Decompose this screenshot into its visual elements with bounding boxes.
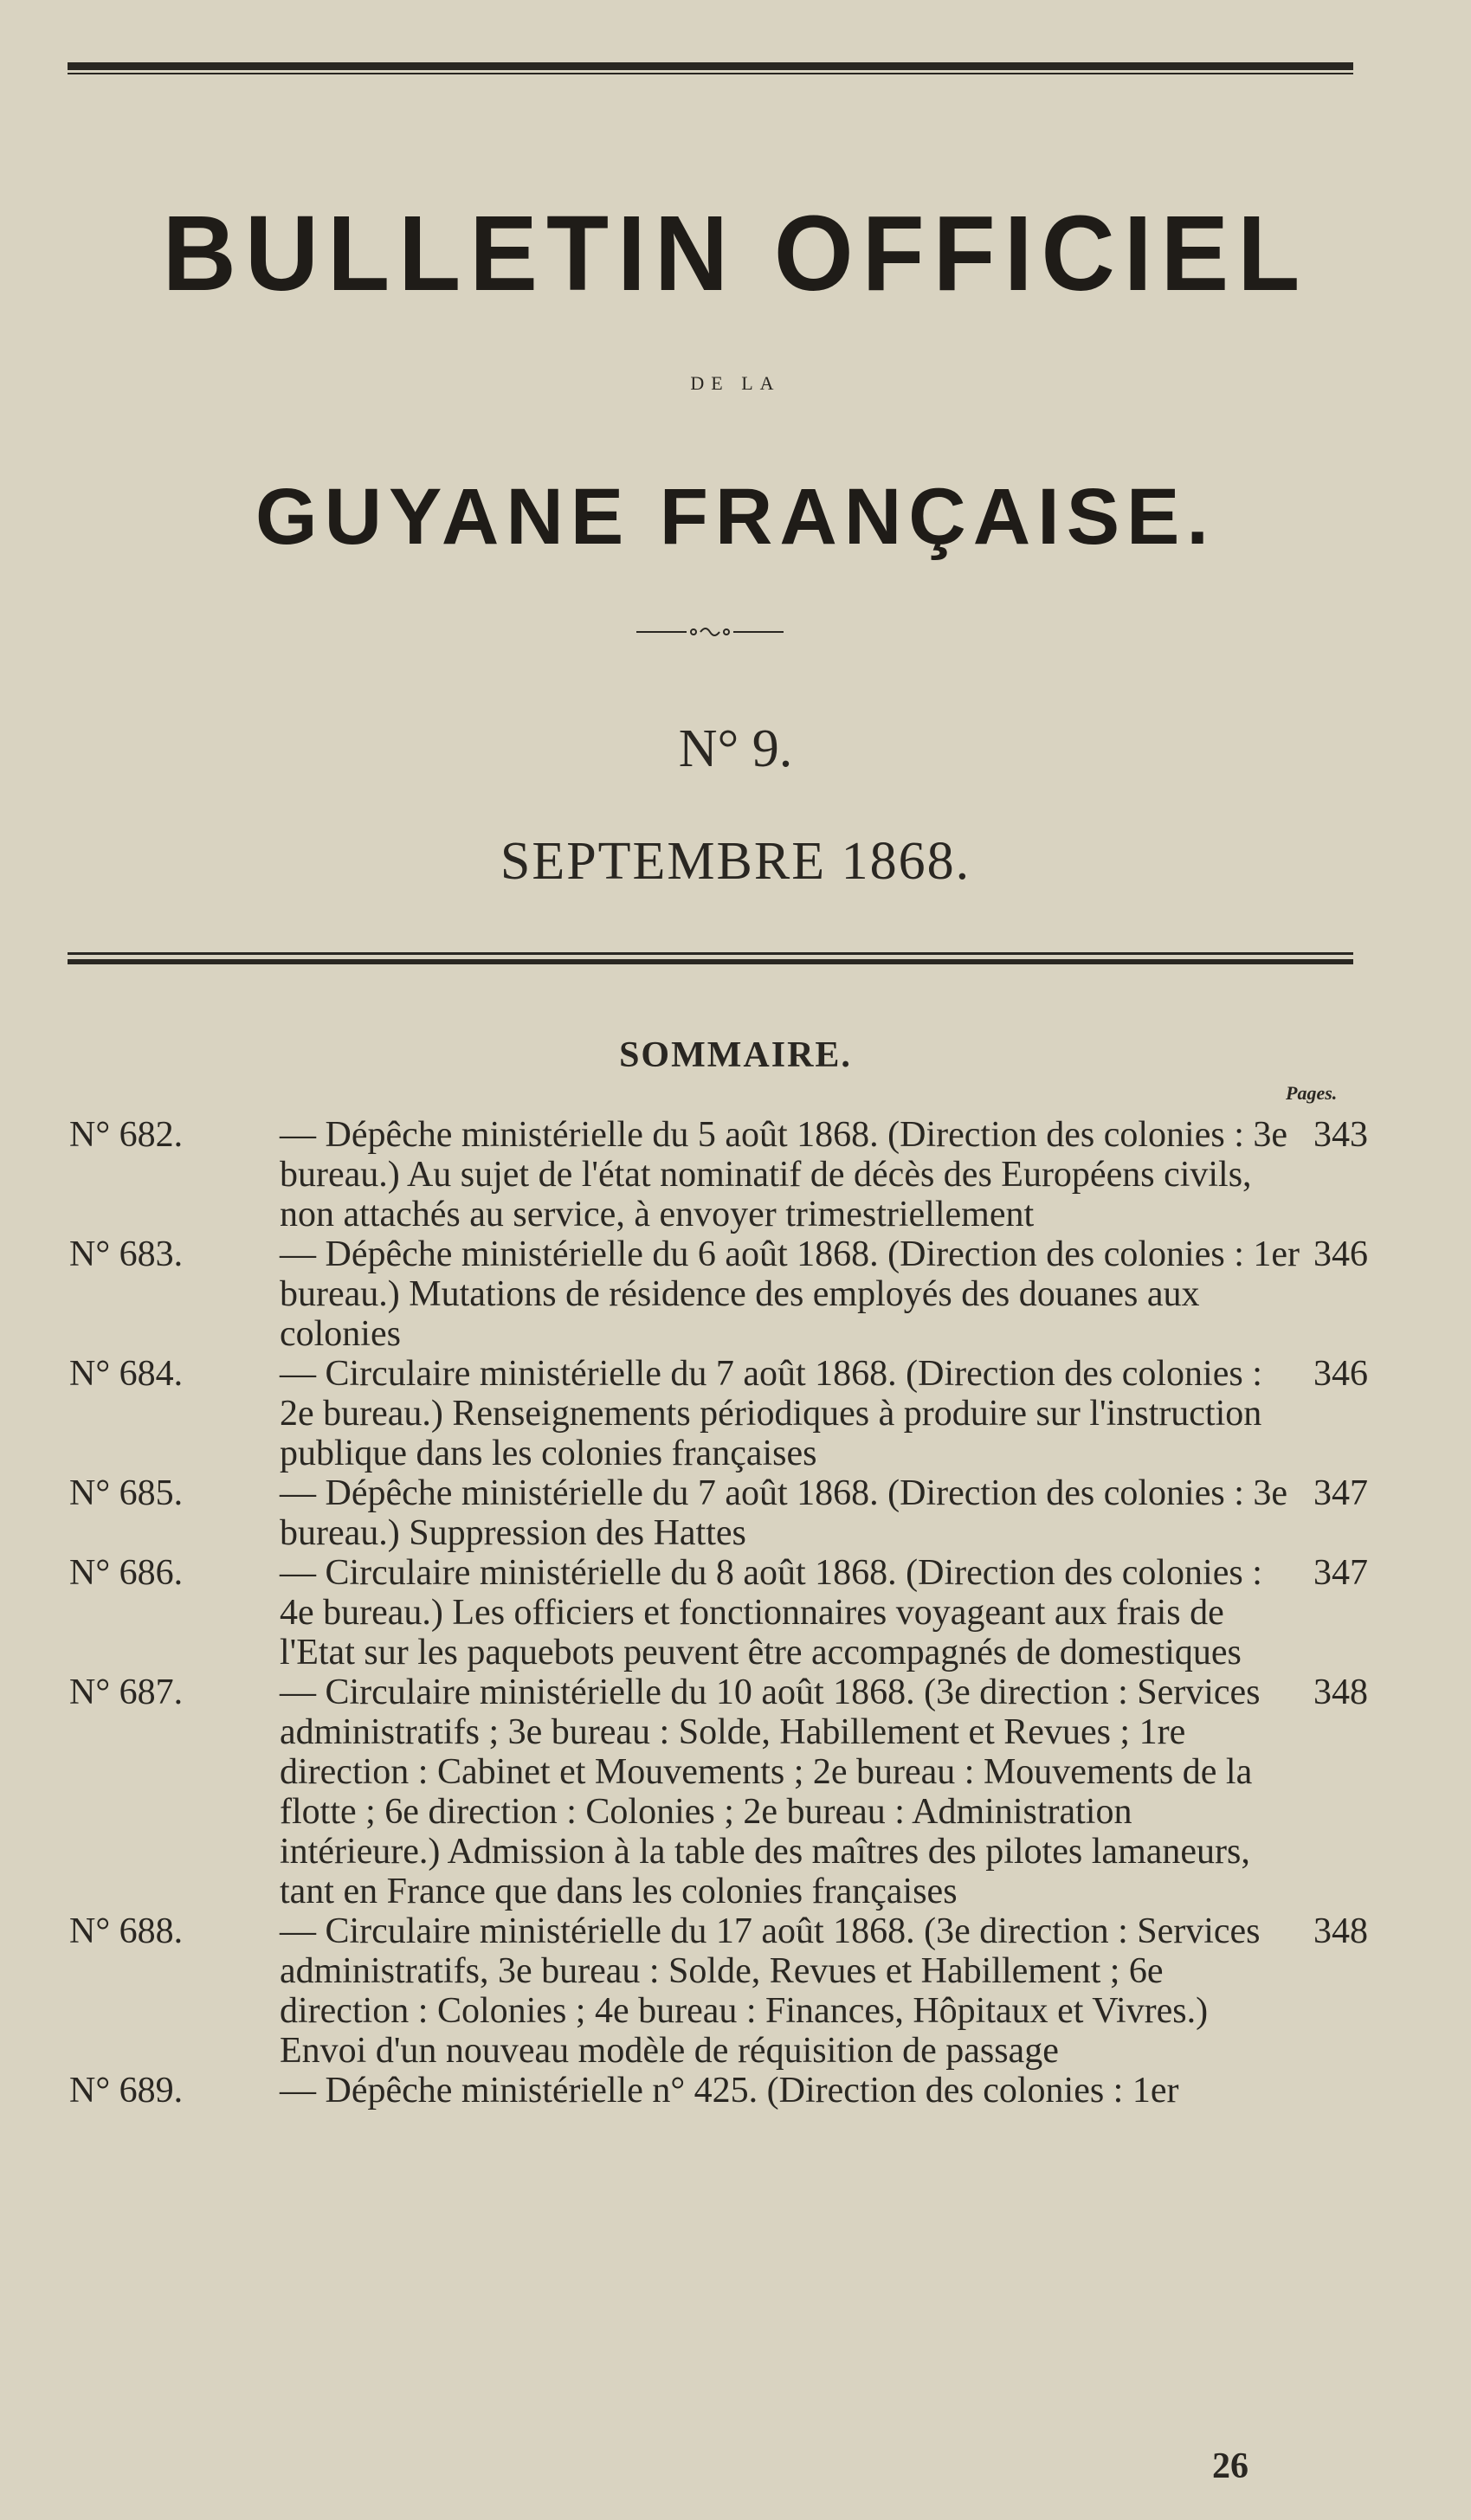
entry-number: N° 683. (69, 1234, 184, 1274)
list-item (69, 1672, 1368, 1911)
entry-page: 346 (1313, 1354, 1368, 1394)
middle-rule (68, 952, 1353, 964)
entry-text: — Circulaire ministérielle du 10 août 1868. (3e direction : Services administratifs ; 3e bureau : Solde, Habillement et Revues ; 1re direction : Cabinet et Mouvements ; 2e bureau : Mouvements de la flotte ; 6e direction : Colonies ; 2e bureau : Administration intérieure.) Admission à la table des maîtres des pilotes lamaneurs, tant en France que dans les colonies françaises (280, 1672, 1261, 1911)
entry-number: N° 688. (69, 1911, 184, 1951)
entry-text: — Circulaire ministérielle du 17 août 1868. (3e direction : Services administratifs, 3e bureau : Solde, Revues et Habillement ; 6e direction : Colonies ; 4e bureau : Finances, Hôpitaux et Vivres.) Envoi d'un nouveau modèle de réquisition de passage (280, 1911, 1261, 2071)
entry-page: 348 (1313, 1911, 1368, 1951)
colony-title: GUYANE FRANÇAISE. (255, 473, 1216, 561)
list-item (69, 2071, 1368, 2111)
entry-number: N° 685. (69, 1473, 184, 1513)
entry-text: — Circulaire ministérielle du 7 août 1868. (Direction des colonies : 2e bureau.) Renseignements périodiques à produire sur l'instruction publique dans les colonies françaises (280, 1354, 1262, 1473)
entry-text: — Dépêche ministérielle du 6 août 1868. (Direction des colonies : 1er bureau.) Mutations de résidence des employés des douanes aux colonies (280, 1234, 1300, 1354)
entry-text: — Circulaire ministérielle du 8 août 1868. (Direction des colonies : 4e bureau.) Les officiers et fonctionnaires voyageant aux frais de l'Etat sur les paquebots peuvent être accompagnés de domestiques (280, 1553, 1262, 1672)
issue-number: N° 9. (678, 719, 793, 778)
entry-number: N° 684. (69, 1354, 184, 1394)
issue-date: SEPTEMBRE 1868. (500, 832, 971, 891)
summary-heading: SOMMAIRE. (619, 1035, 852, 1075)
pages-label: Pages. (1286, 1082, 1338, 1104)
top-rule (68, 62, 1353, 74)
entry-page: 348 (1313, 1672, 1368, 1712)
entry-text: — Dépêche ministérielle du 5 août 1868. (Direction des colonies : 3e bureau.) Au sujet de l'état nominatif de décès des Européens civils, non attachés au service, à envoyer trimestriellement (280, 1115, 1288, 1234)
list-item (69, 1553, 1368, 1672)
ornament-divider (636, 623, 784, 641)
de-la-label: DE LA (690, 372, 781, 394)
entry-page: 343 (1313, 1115, 1368, 1155)
entry-page: 347 (1313, 1553, 1368, 1593)
list-item (69, 1115, 1368, 1234)
bulletin-title: BULLETIN OFFICIEL (162, 193, 1309, 314)
list-item (69, 1911, 1368, 2071)
entry-text: — Dépêche ministérielle n° 425. (Direction des colonies : 1er (280, 2071, 1179, 2111)
entry-number: N° 682. (69, 1115, 184, 1155)
entry-text: — Dépêche ministérielle du 7 août 1868. (Direction des colonies : 3e bureau.) Suppression des Hattes (280, 1473, 1288, 1553)
list-item (69, 1234, 1368, 1354)
table-of-contents (69, 1115, 1368, 2111)
page-number: 26 (1212, 2446, 1248, 2486)
entry-number: N° 689. (69, 2071, 184, 2111)
list-item (69, 1354, 1368, 1473)
list-item (69, 1473, 1368, 1553)
entry-page: 346 (1313, 1234, 1368, 1274)
entry-page: 347 (1313, 1473, 1368, 1513)
entry-number: N° 686. (69, 1553, 184, 1593)
entry-number: N° 687. (69, 1672, 184, 1712)
